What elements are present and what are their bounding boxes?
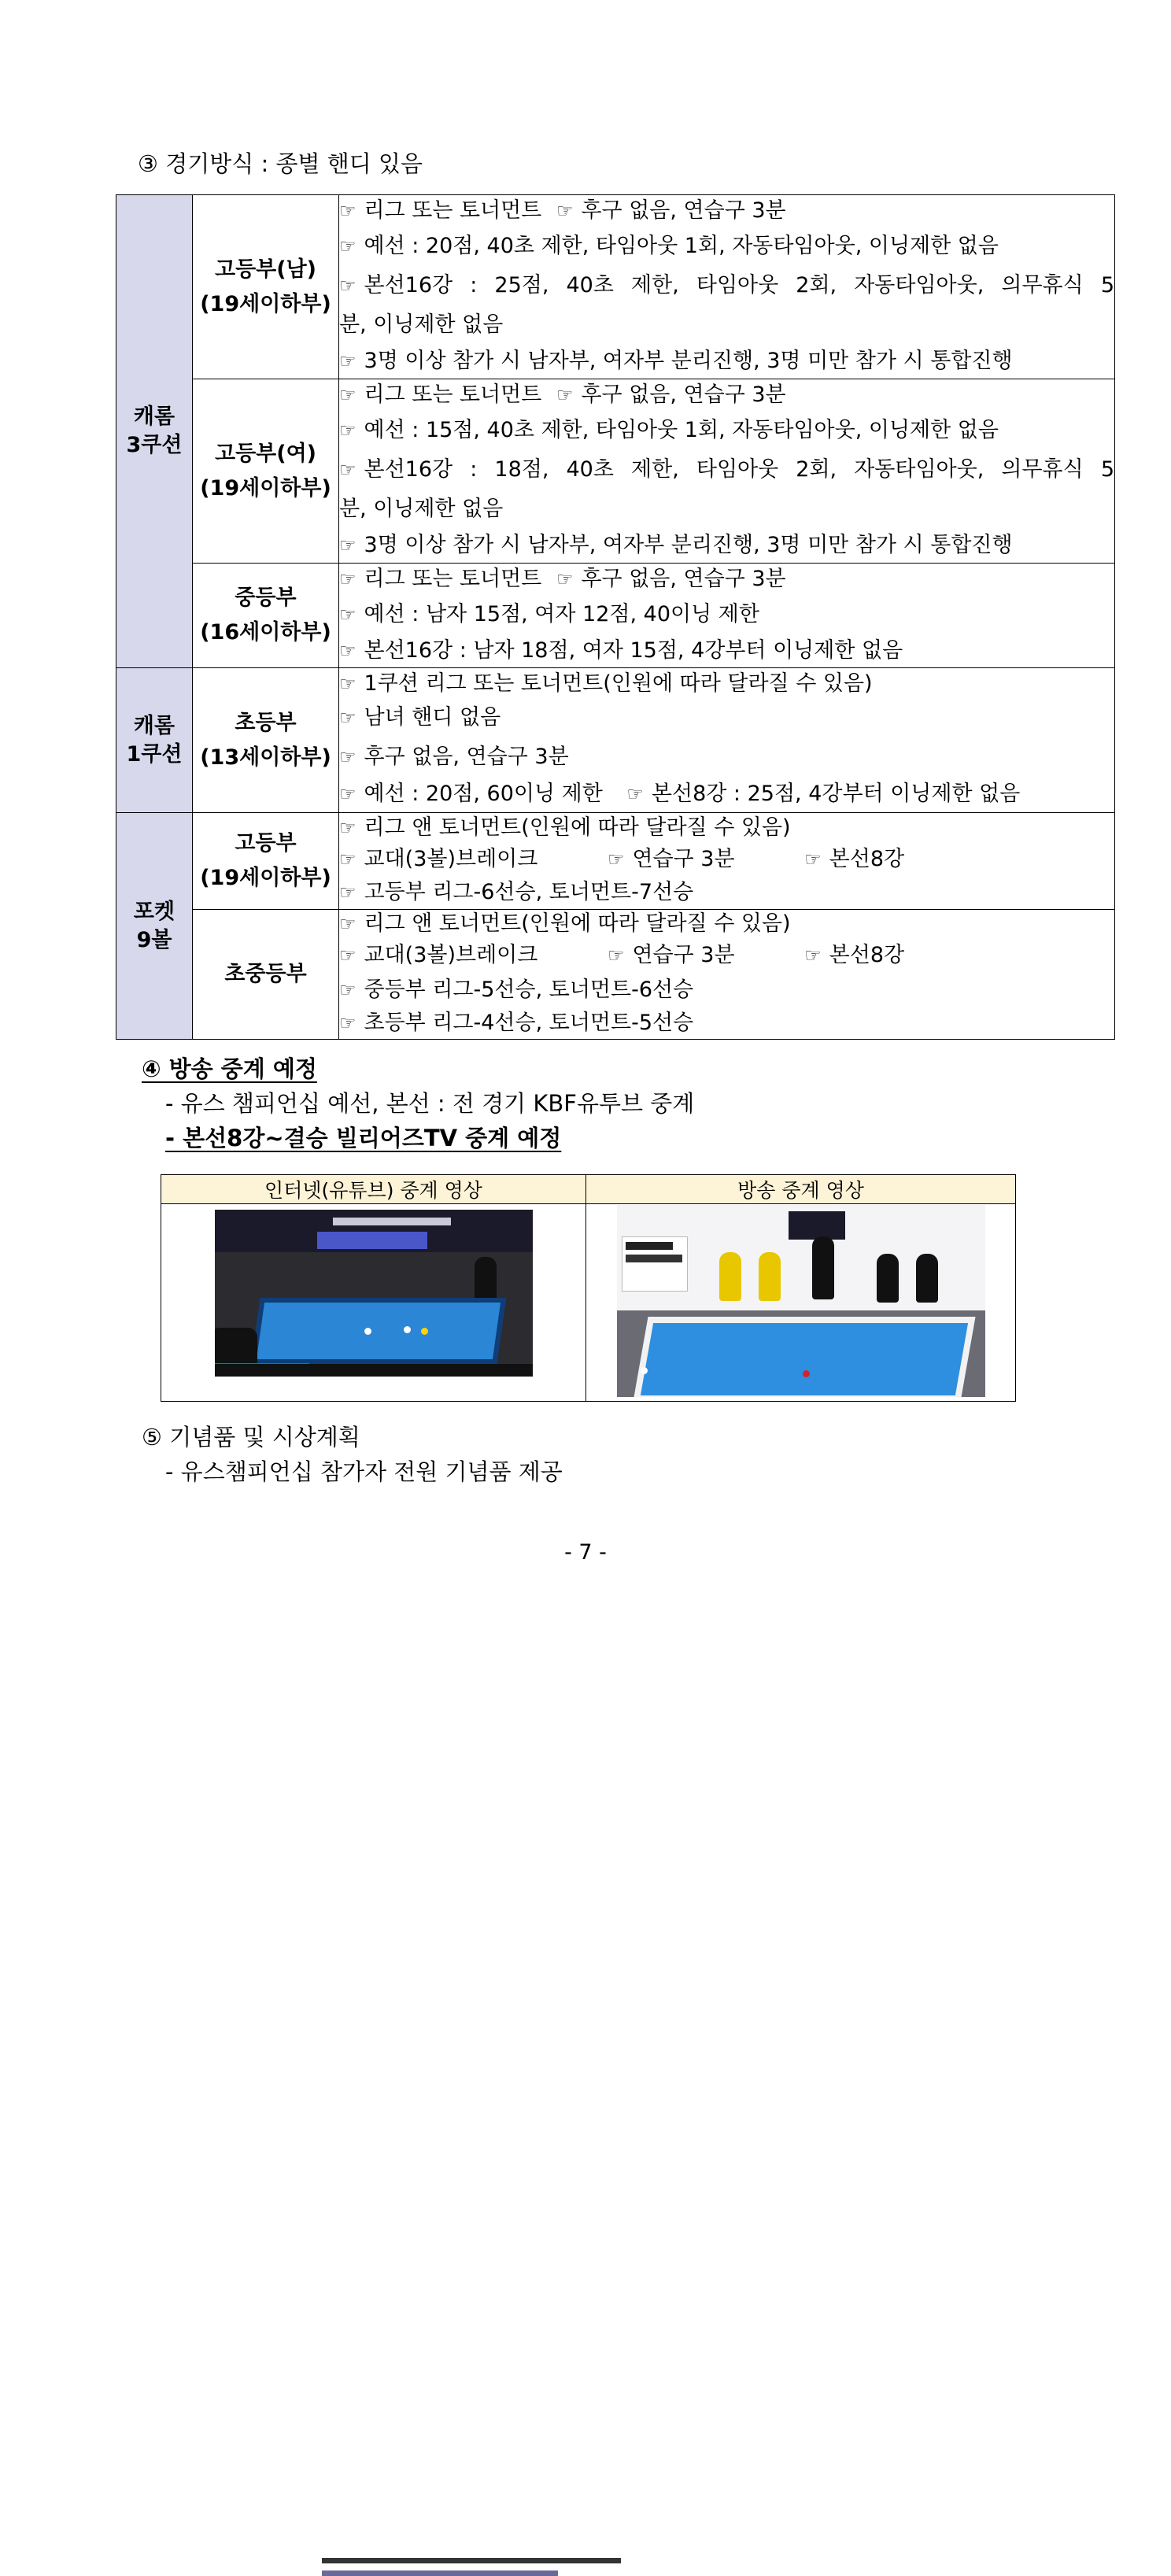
- player-figure: [719, 1252, 741, 1301]
- pointing-hand-icon: ☞: [556, 200, 574, 222]
- pointing-hand-icon: ☞: [607, 848, 625, 870]
- pointing-hand-icon: ☞: [339, 459, 356, 481]
- pointing-hand-icon: ☞: [339, 672, 356, 695]
- rule-line: ☞ 예선 : 20점, 60이닝 제한 ☞ 본선8강 : 25점, 4강부터 이닝제한 없음: [339, 777, 1114, 811]
- pointing-hand-icon: ☞: [339, 782, 356, 805]
- category-cell: 캐롬 3쿠션: [116, 195, 193, 668]
- pointing-hand-icon: ☞: [804, 944, 822, 966]
- section3-title: ③ 경기방식 : 종별 핸디 있음: [138, 150, 423, 177]
- kbf-sign: [622, 1236, 688, 1292]
- rule-line: 분, 이닝제한 없음: [339, 497, 504, 521]
- broadcast-studio-image: [617, 1205, 985, 1397]
- pointing-hand-icon: ☞: [339, 534, 356, 556]
- pointing-hand-icon: ☞: [339, 913, 356, 935]
- pointing-hand-icon: ☞: [556, 568, 574, 590]
- division-cell: 고등부(여) (19세이하부): [193, 379, 339, 564]
- pool-table-shape: [251, 1298, 506, 1364]
- table-row: [116, 379, 1115, 564]
- table-row: [116, 813, 1115, 910]
- rules-cell: [339, 668, 1115, 813]
- rule-line: ☞ 후구 없음, 연습구 3분: [339, 737, 1114, 777]
- pointing-hand-icon: ☞: [339, 235, 356, 257]
- pointing-hand-icon: ☞: [804, 848, 822, 870]
- rule-line: ☞ 1쿠션 리그 또는 토너먼트(인원에 따라 달라질 수 있음): [339, 670, 1114, 698]
- rule-line: ☞ 3명 이상 참가 시 남자부, 여자부 분리진행, 3명 미만 참가 시 통합진행: [339, 344, 1114, 379]
- category-cell: 캐롬 1쿠션: [116, 668, 193, 813]
- pointing-hand-icon: ☞: [339, 568, 356, 590]
- pointing-hand-icon: ☞: [339, 817, 356, 839]
- pointing-hand-icon: ☞: [339, 706, 356, 729]
- pointing-hand-icon: ☞: [339, 200, 356, 222]
- page-number: - 7 -: [564, 1540, 607, 1565]
- section4-title: ④ 방송 중계 예정: [142, 1055, 317, 1082]
- player-figure: [759, 1252, 781, 1301]
- pointing-hand-icon: ☞: [339, 275, 356, 297]
- pointing-hand-icon: ☞: [607, 944, 625, 966]
- rule-line: ☞ 예선 : 남자 15점, 여자 12점, 40이닝 제한: [339, 595, 1114, 634]
- division-cell: 고등부(남) (19세이하부): [193, 195, 339, 379]
- broadcast-media-table: [161, 1174, 1016, 1402]
- pointing-hand-icon: ☞: [339, 350, 356, 372]
- pointing-hand-icon: ☞: [339, 1012, 356, 1034]
- video-title-placeholder: [322, 2558, 646, 2566]
- rule-line: ☞ 리그 앤 토너먼트(인원에 따라 달라질 수 있음): [339, 814, 1114, 842]
- rules-cell: [339, 379, 1115, 564]
- player-figure: [916, 1254, 938, 1303]
- rule-line: ☞ 교대(3볼)브레이크 ☞ 연습구 3분 ☞ 본선8강: [339, 938, 1114, 973]
- division-cell: 고등부 (19세이하부): [193, 813, 339, 910]
- rule-line: ☞ 예선 : 20점, 40초 제한, 타임아웃 1회, 자동타임아웃, 이닝제한 없음: [339, 227, 1114, 266]
- pointing-hand-icon: ☞: [556, 384, 574, 406]
- rule-line: ☞ 초등부 리그-4선승, 토너먼트-5선승: [339, 1007, 1114, 1039]
- pointing-hand-icon: ☞: [339, 848, 356, 870]
- broadcast-video-cell: [586, 1204, 1016, 1402]
- player-figure: [877, 1254, 899, 1303]
- pointing-hand-icon: ☞: [339, 745, 356, 768]
- pointing-hand-icon: ☞: [339, 881, 356, 904]
- rule-line: ☞ 리그 또는 토너먼트 ☞ 후구 없음, 연습구 3분: [339, 379, 1114, 411]
- rule-line: ☞ 예선 : 15점, 40초 제한, 타임아웃 1회, 자동타임아웃, 이닝제한 없음: [339, 411, 1114, 450]
- pointing-hand-icon: ☞: [339, 604, 356, 626]
- rules-cell: [339, 195, 1115, 379]
- rule-line: ☞ 남녀 핸디 없음: [339, 698, 1114, 737]
- media-header-broadcast: 방송 중계 영상: [586, 1175, 1016, 1204]
- section4-line2: - 본선8강~결승 빌리어즈TV 중계 예정: [165, 1125, 562, 1151]
- section4-line1: - 유스 챔피언십 예선, 본선 : 전 경기 KBF유투브 중계: [165, 1090, 695, 1117]
- rules-cell: [339, 910, 1115, 1040]
- rule-line: ☞ 본선16강 : 남자 18점, 여자 15점, 4강부터 이닝제한 없음: [339, 634, 1114, 667]
- pointing-hand-icon: ☞: [626, 782, 644, 805]
- rule-line: ☞ 3명 이상 참가 시 남자부, 여자부 분리진행, 3명 미만 참가 시 통합진행: [339, 528, 1114, 563]
- rule-line: ☞ 본선16강 : 25점, 40초 제한, 타임아웃 2회, 자동타임아웃, 의무휴식 5: [339, 266, 1114, 305]
- referee-figure: [812, 1236, 834, 1299]
- table-row: [116, 668, 1115, 813]
- category-cell: 포켓 9볼: [116, 813, 193, 1040]
- billiard-table-shape: [633, 1317, 975, 1397]
- rule-line: ☞ 리그 또는 토너먼트 ☞ 후구 없음, 연습구 3분: [339, 564, 1114, 595]
- division-cell: 초등부 (13세이하부): [193, 668, 339, 813]
- youtube-screenshot-image: [215, 1210, 533, 1377]
- section5-line1: - 유스챔피언십 참가자 전원 기념품 제공: [165, 1458, 563, 1485]
- media-header-internet: 인터넷(유튜브) 중계 영상: [161, 1175, 586, 1204]
- section5-title: ⑤ 기념품 및 시상계획: [142, 1424, 360, 1451]
- rules-cell: [339, 813, 1115, 910]
- internet-video-cell: [161, 1204, 586, 1402]
- rules-cell: [339, 564, 1115, 668]
- table-row: [116, 195, 1115, 379]
- rule-line: 분, 이닝제한 없음: [339, 312, 504, 337]
- division-cell: 중등부 (16세이하부): [193, 564, 339, 668]
- event-logo: [789, 1211, 845, 1240]
- pointing-hand-icon: ☞: [339, 979, 356, 1001]
- rule-line: ☞ 고등부 리그-6선승, 토너먼트-7선승: [339, 877, 1114, 908]
- table-row: [116, 564, 1115, 668]
- pointing-hand-icon: ☞: [339, 384, 356, 406]
- rule-line: ☞ 리그 앤 토너먼트(인원에 따라 달라질 수 있음): [339, 910, 1114, 938]
- pointing-hand-icon: ☞: [339, 640, 356, 662]
- pointing-hand-icon: ☞: [339, 419, 356, 442]
- rule-line: ☞ 리그 또는 토너먼트 ☞ 후구 없음, 연습구 3분: [339, 195, 1114, 227]
- video-controls[interactable]: [215, 1364, 533, 1377]
- division-cell: 초중등부: [193, 910, 339, 1040]
- pointing-hand-icon: ☞: [339, 944, 356, 966]
- rule-line: ☞ 본선16강 : 18점, 40초 제한, 타임아웃 2회, 자동타임아웃, 의무휴식 5: [339, 450, 1114, 490]
- rule-line: ☞ 교대(3볼)브레이크 ☞ 연습구 3분 ☞ 본선8강: [339, 842, 1114, 877]
- table-row: [116, 910, 1115, 1040]
- rule-line: ☞ 중등부 리그-5선승, 토너먼트-6선승: [339, 973, 1114, 1007]
- competition-rules-table: [116, 194, 1115, 1040]
